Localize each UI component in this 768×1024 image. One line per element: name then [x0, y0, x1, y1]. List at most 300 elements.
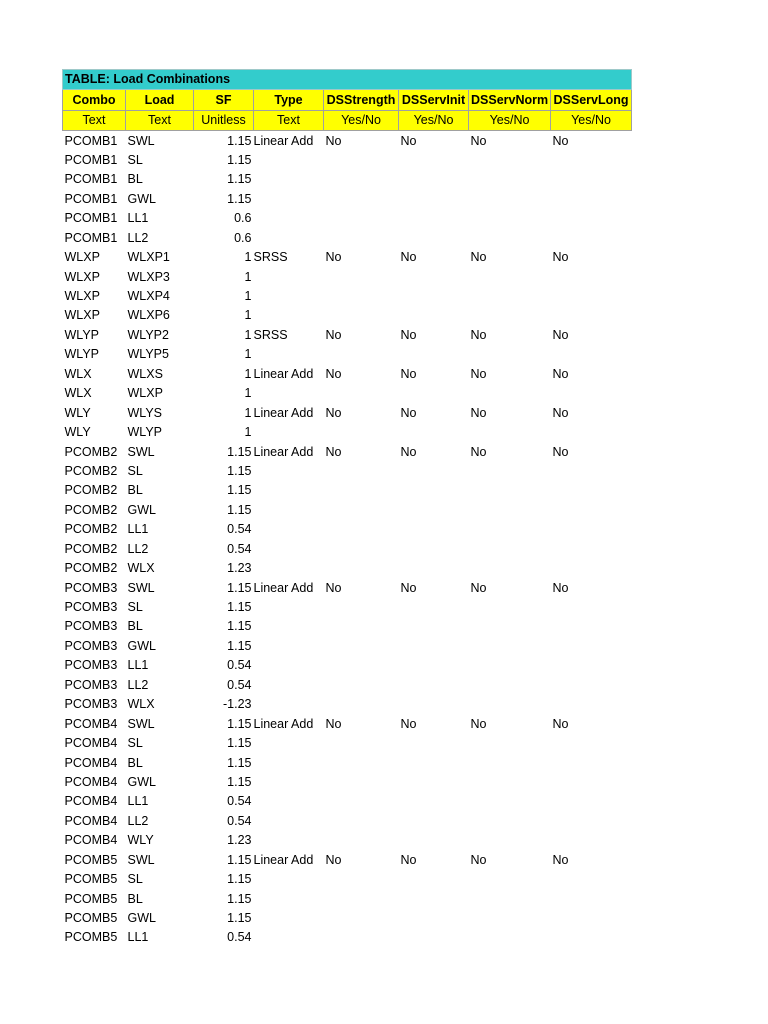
cell-dsservinit: No [400, 852, 417, 867]
cell-type [254, 501, 324, 520]
cell-load: LL2 [127, 230, 149, 245]
cell-dsservinit [399, 656, 469, 675]
cell-sf: 0.6 [234, 230, 252, 245]
cell-sf: 1 [244, 386, 252, 401]
cell-dsservnorm [469, 501, 551, 520]
cell-type [254, 462, 324, 481]
cell-combo: PCOMB4 [64, 755, 118, 770]
cell-load: LL1 [127, 658, 149, 673]
cell-type [254, 831, 324, 850]
cell-dsservlong [551, 462, 632, 481]
cell-load: BL [127, 755, 143, 770]
cell-type [254, 889, 324, 908]
cell-load: WLYP2 [127, 327, 169, 342]
cell-type: SRSS [253, 250, 288, 265]
cell-load: SL [127, 872, 143, 887]
table-row [63, 540, 632, 559]
cell-combo: WLYP [64, 347, 99, 362]
cell-sf: 0.54 [227, 930, 252, 945]
table-row [63, 481, 632, 500]
table-title-row [63, 70, 632, 90]
cell-combo: WLXP [64, 289, 100, 304]
cell-dsservinit [399, 462, 469, 481]
cell-combo: WLY [64, 425, 91, 440]
cell-sf: 1.15 [227, 872, 252, 887]
cell-dsservinit [399, 928, 469, 947]
cell-load: WLXS [127, 366, 163, 381]
cell-sf: 0.54 [227, 658, 252, 673]
cell-load: GWL [127, 502, 156, 517]
cell-combo: PCOMB5 [64, 852, 118, 867]
cell-dsservlong: No [552, 716, 569, 731]
cell-dsservinit: No [400, 366, 417, 381]
table-row [63, 229, 632, 248]
cell-dsservinit: No [400, 580, 417, 595]
cell-dsservlong [551, 812, 632, 831]
cell-dsservlong: No [552, 852, 569, 867]
cell-combo: PCOMB4 [64, 736, 118, 751]
cell-load: WLYS [127, 405, 162, 420]
cell-load: WLX [127, 697, 155, 712]
cell-dsservinit [399, 423, 469, 442]
cell-sf: 1 [244, 308, 252, 323]
cell-dsservlong [551, 617, 632, 636]
cell-dsservnorm [469, 812, 551, 831]
cell-combo: PCOMB1 [64, 152, 118, 167]
cell-type [254, 540, 324, 559]
cell-dsstrength: No [325, 852, 342, 867]
cell-dsservinit [399, 773, 469, 792]
cell-type [254, 812, 324, 831]
cell-sf: -1.23 [223, 697, 252, 712]
cell-dsservlong [551, 267, 632, 286]
cell-combo: WLXP [64, 308, 100, 323]
cell-sf: 0.54 [227, 522, 252, 537]
cell-dsservlong: No [552, 327, 569, 342]
cell-dsservnorm [469, 423, 551, 442]
cell-type [254, 928, 324, 947]
cell-dsservlong [551, 481, 632, 500]
cell-dsservlong [551, 637, 632, 656]
cell-dsservnorm [469, 306, 551, 325]
cell-dsservlong [551, 909, 632, 928]
cell-sf: 1.15 [227, 716, 252, 731]
cell-dsservlong [551, 559, 632, 578]
unit-dsstrength: Yes/No [324, 110, 399, 130]
unit-dsservlong: Yes/No [551, 110, 632, 130]
column-header-row [63, 90, 632, 110]
cell-dsservnorm [469, 345, 551, 364]
cell-dsservinit [399, 792, 469, 811]
cell-dsservnorm: No [470, 580, 487, 595]
cell-dsstrength [324, 637, 399, 656]
unit-combo: Text [63, 110, 126, 130]
cell-dsstrength: No [325, 250, 342, 265]
cell-dsstrength [324, 462, 399, 481]
cell-dsservlong [551, 676, 632, 695]
cell-combo: PCOMB4 [64, 774, 118, 789]
cell-dsservlong [551, 792, 632, 811]
cell-dsservnorm: No [470, 327, 487, 342]
cell-dsstrength [324, 734, 399, 753]
cell-load: WLXP4 [127, 289, 170, 304]
cell-sf: 1.15 [227, 502, 252, 517]
cell-dsstrength [324, 889, 399, 908]
cell-dsservnorm [469, 637, 551, 656]
cell-load: WLXP [127, 386, 163, 401]
cell-load: WLYP5 [127, 347, 169, 362]
cell-type [254, 384, 324, 403]
cell-load: GWL [127, 638, 156, 653]
cell-dsservnorm [469, 287, 551, 306]
cell-combo: PCOMB2 [64, 561, 118, 576]
cell-sf: 1.15 [227, 191, 252, 206]
cell-combo: PCOMB3 [64, 697, 118, 712]
cell-dsservnorm [469, 753, 551, 772]
cell-type [254, 792, 324, 811]
cell-dsservlong [551, 773, 632, 792]
cell-dsservnorm [469, 540, 551, 559]
cell-dsservnorm: No [470, 405, 487, 420]
cell-dsservinit [399, 267, 469, 286]
cell-sf: 1.15 [227, 133, 252, 148]
cell-dsservlong [551, 229, 632, 248]
cell-load: SWL [127, 580, 155, 595]
table-row [63, 656, 632, 675]
cell-load: SL [127, 600, 143, 615]
cell-dsstrength [324, 501, 399, 520]
cell-dsservnorm [469, 792, 551, 811]
cell-combo: PCOMB4 [64, 716, 118, 731]
cell-dsstrength [324, 345, 399, 364]
cell-sf: 1.15 [227, 580, 252, 595]
cell-combo: PCOMB4 [64, 833, 118, 848]
cell-dsstrength [324, 481, 399, 500]
cell-dsstrength [324, 209, 399, 228]
cell-combo: PCOMB1 [64, 191, 118, 206]
cell-dsservinit: No [400, 405, 417, 420]
cell-combo: PCOMB1 [64, 133, 118, 148]
cell-dsservnorm: No [470, 133, 487, 148]
cell-load: SWL [127, 716, 155, 731]
cell-dsservnorm [469, 267, 551, 286]
cell-type [254, 170, 324, 189]
cell-sf: 1.15 [227, 755, 252, 770]
cell-load: LL2 [127, 677, 149, 692]
cell-load: LL1 [127, 211, 149, 226]
cell-load: SWL [127, 852, 155, 867]
cell-type: Linear Add [253, 444, 314, 459]
cell-sf: 1 [244, 289, 252, 304]
cell-dsstrength [324, 423, 399, 442]
cell-dsservnorm [469, 229, 551, 248]
cell-sf: 1.15 [227, 463, 252, 478]
cell-type [254, 909, 324, 928]
table-row [63, 753, 632, 772]
cell-sf: 0.6 [234, 211, 252, 226]
cell-type: Linear Add [253, 405, 314, 420]
cell-combo: PCOMB4 [64, 794, 118, 809]
cell-sf: 0.54 [227, 813, 252, 828]
cell-dsservinit [399, 501, 469, 520]
cell-type [254, 229, 324, 248]
cell-dsservnorm: No [470, 250, 487, 265]
table-row [63, 676, 632, 695]
table-row [63, 831, 632, 850]
cell-sf: 1 [244, 405, 252, 420]
header-dsservlong: DSServLong [551, 90, 632, 110]
cell-load: LL1 [127, 522, 149, 537]
cell-dsstrength: No [325, 366, 342, 381]
cell-type [254, 151, 324, 170]
cell-dsservnorm [469, 209, 551, 228]
header-dsservnorm: DSServNorm [469, 90, 551, 110]
cell-type [254, 287, 324, 306]
cell-dsservnorm [469, 734, 551, 753]
load-combinations-sheet [62, 69, 631, 948]
cell-type [254, 190, 324, 209]
cell-sf: 1.15 [227, 152, 252, 167]
cell-type [254, 753, 324, 772]
cell-dsservnorm [469, 831, 551, 850]
cell-dsstrength [324, 676, 399, 695]
cell-dsservlong [551, 540, 632, 559]
cell-dsservlong [551, 423, 632, 442]
cell-dsservinit [399, 909, 469, 928]
cell-dsstrength [324, 540, 399, 559]
unit-load: Text [126, 110, 194, 130]
cell-combo: PCOMB2 [64, 541, 118, 556]
cell-dsservnorm [469, 773, 551, 792]
cell-sf: 1.15 [227, 483, 252, 498]
cell-sf: 1.15 [227, 891, 252, 906]
cell-sf: 0.54 [227, 677, 252, 692]
cell-dsstrength: No [325, 444, 342, 459]
cell-sf: 1 [244, 347, 252, 362]
cell-dsservinit [399, 287, 469, 306]
cell-dsservnorm [469, 928, 551, 947]
table-row [63, 365, 632, 384]
cell-dsservinit [399, 481, 469, 500]
unit-sf: Unitless [194, 110, 254, 130]
cell-sf: 1 [244, 327, 252, 342]
cell-type [254, 734, 324, 753]
cell-dsservinit [399, 617, 469, 636]
units-row [63, 110, 632, 130]
cell-sf: 1.23 [227, 561, 252, 576]
cell-dsservinit [399, 695, 469, 714]
cell-combo: PCOMB2 [64, 502, 118, 517]
cell-dsstrength: No [325, 405, 342, 420]
cell-dsstrength [324, 190, 399, 209]
cell-dsservnorm [469, 870, 551, 889]
cell-dsstrength [324, 287, 399, 306]
cell-dsservinit [399, 637, 469, 656]
cell-combo: PCOMB5 [64, 891, 118, 906]
cell-dsservnorm: No [470, 444, 487, 459]
cell-sf: 1.15 [227, 444, 252, 459]
cell-load: LL1 [127, 794, 149, 809]
cell-combo: WLYP [64, 327, 99, 342]
cell-dsservnorm [469, 190, 551, 209]
cell-dsservinit [399, 151, 469, 170]
cell-dsservlong: No [552, 405, 569, 420]
cell-sf: 1.15 [227, 619, 252, 634]
table-row [63, 559, 632, 578]
cell-dsservnorm [469, 598, 551, 617]
table-row [63, 384, 632, 403]
cell-dsservlong: No [552, 580, 569, 595]
cell-load: WLY [127, 833, 154, 848]
cell-dsservlong: No [552, 250, 569, 265]
cell-sf: 0.54 [227, 794, 252, 809]
cell-combo: WLXP [64, 250, 100, 265]
cell-dsservnorm [469, 889, 551, 908]
table-row [63, 695, 632, 714]
table-row [63, 889, 632, 908]
cell-type [254, 676, 324, 695]
cell-type: Linear Add [253, 133, 314, 148]
cell-type [254, 209, 324, 228]
cell-dsstrength [324, 617, 399, 636]
cell-sf: 1.15 [227, 774, 252, 789]
cell-dsservlong [551, 889, 632, 908]
cell-dsstrength [324, 773, 399, 792]
cell-combo: PCOMB3 [64, 638, 118, 653]
cell-load: BL [127, 619, 143, 634]
cell-dsservlong: No [552, 133, 569, 148]
load-combinations-table [62, 69, 632, 948]
header-combo: Combo [63, 90, 126, 110]
cell-load: SL [127, 463, 143, 478]
cell-type [254, 656, 324, 675]
cell-combo: PCOMB3 [64, 677, 118, 692]
cell-combo: PCOMB2 [64, 463, 118, 478]
cell-dsservlong [551, 734, 632, 753]
cell-load: WLXP6 [127, 308, 170, 323]
cell-dsservinit [399, 831, 469, 850]
cell-combo: PCOMB3 [64, 619, 118, 634]
cell-sf: 1.23 [227, 833, 252, 848]
cell-dsservnorm: No [470, 716, 487, 731]
table-row [63, 520, 632, 539]
cell-load: SL [127, 152, 143, 167]
cell-type [254, 637, 324, 656]
cell-dsservlong [551, 598, 632, 617]
cell-dsservinit [399, 753, 469, 772]
table-row [63, 403, 632, 422]
cell-dsservnorm [469, 676, 551, 695]
cell-load: GWL [127, 774, 156, 789]
cell-dsservlong [551, 170, 632, 189]
table-row [63, 326, 632, 345]
cell-dsservnorm [469, 559, 551, 578]
cell-dsstrength: No [325, 716, 342, 731]
cell-combo: PCOMB2 [64, 483, 118, 498]
cell-type: Linear Add [253, 580, 314, 595]
cell-dsservinit [399, 676, 469, 695]
cell-dsservinit [399, 229, 469, 248]
cell-sf: 1.15 [227, 911, 252, 926]
table-row [63, 170, 632, 189]
cell-combo: PCOMB4 [64, 813, 118, 828]
table-row [63, 773, 632, 792]
cell-dsstrength [324, 753, 399, 772]
cell-load: LL2 [127, 813, 149, 828]
cell-dsservinit [399, 209, 469, 228]
cell-dsservinit [399, 559, 469, 578]
cell-dsservlong [551, 384, 632, 403]
cell-dsservnorm [469, 909, 551, 928]
table-row [63, 851, 632, 870]
cell-dsstrength [324, 151, 399, 170]
cell-dsservnorm [469, 481, 551, 500]
cell-combo: WLY [64, 405, 91, 420]
cell-dsservinit [399, 190, 469, 209]
header-dsstrength: DSStrength [324, 90, 399, 110]
cell-combo: WLX [64, 366, 92, 381]
cell-dsservinit: No [400, 444, 417, 459]
cell-sf: 1 [244, 250, 252, 265]
table-row [63, 637, 632, 656]
cell-dsservnorm [469, 384, 551, 403]
cell-combo: PCOMB5 [64, 911, 118, 926]
table-row [63, 598, 632, 617]
cell-load: GWL [127, 911, 156, 926]
table-body [63, 131, 632, 948]
cell-dsstrength [324, 170, 399, 189]
cell-dsservinit [399, 870, 469, 889]
table-title: TABLE: Load Combinations [63, 70, 632, 90]
table-row [63, 423, 632, 442]
cell-type [254, 306, 324, 325]
header-type: Type [254, 90, 324, 110]
cell-load: SL [127, 736, 143, 751]
table-row [63, 714, 632, 733]
cell-dsservnorm: No [470, 366, 487, 381]
table-row [63, 617, 632, 636]
cell-dsstrength [324, 267, 399, 286]
cell-combo: PCOMB3 [64, 580, 118, 595]
header-load: Load [126, 90, 194, 110]
cell-dsstrength [324, 909, 399, 928]
cell-dsservlong [551, 190, 632, 209]
cell-sf: 1.15 [227, 172, 252, 187]
table-row [63, 578, 632, 597]
cell-combo: PCOMB5 [64, 872, 118, 887]
table-row [63, 792, 632, 811]
cell-type: Linear Add [253, 716, 314, 731]
cell-load: LL1 [127, 930, 149, 945]
cell-combo: PCOMB2 [64, 444, 118, 459]
cell-load: WLXP3 [127, 269, 170, 284]
cell-type [254, 870, 324, 889]
cell-sf: 1.15 [227, 852, 252, 867]
cell-dsservlong [551, 209, 632, 228]
cell-dsservlong [551, 831, 632, 850]
cell-dsservinit: No [400, 716, 417, 731]
cell-dsservnorm [469, 151, 551, 170]
table-row [63, 870, 632, 889]
table-row [63, 151, 632, 170]
cell-dsservinit [399, 734, 469, 753]
cell-dsstrength [324, 520, 399, 539]
unit-dsservnorm: Yes/No [469, 110, 551, 130]
cell-type [254, 695, 324, 714]
cell-sf: 1.15 [227, 638, 252, 653]
cell-dsservlong [551, 870, 632, 889]
cell-dsservlong [551, 753, 632, 772]
